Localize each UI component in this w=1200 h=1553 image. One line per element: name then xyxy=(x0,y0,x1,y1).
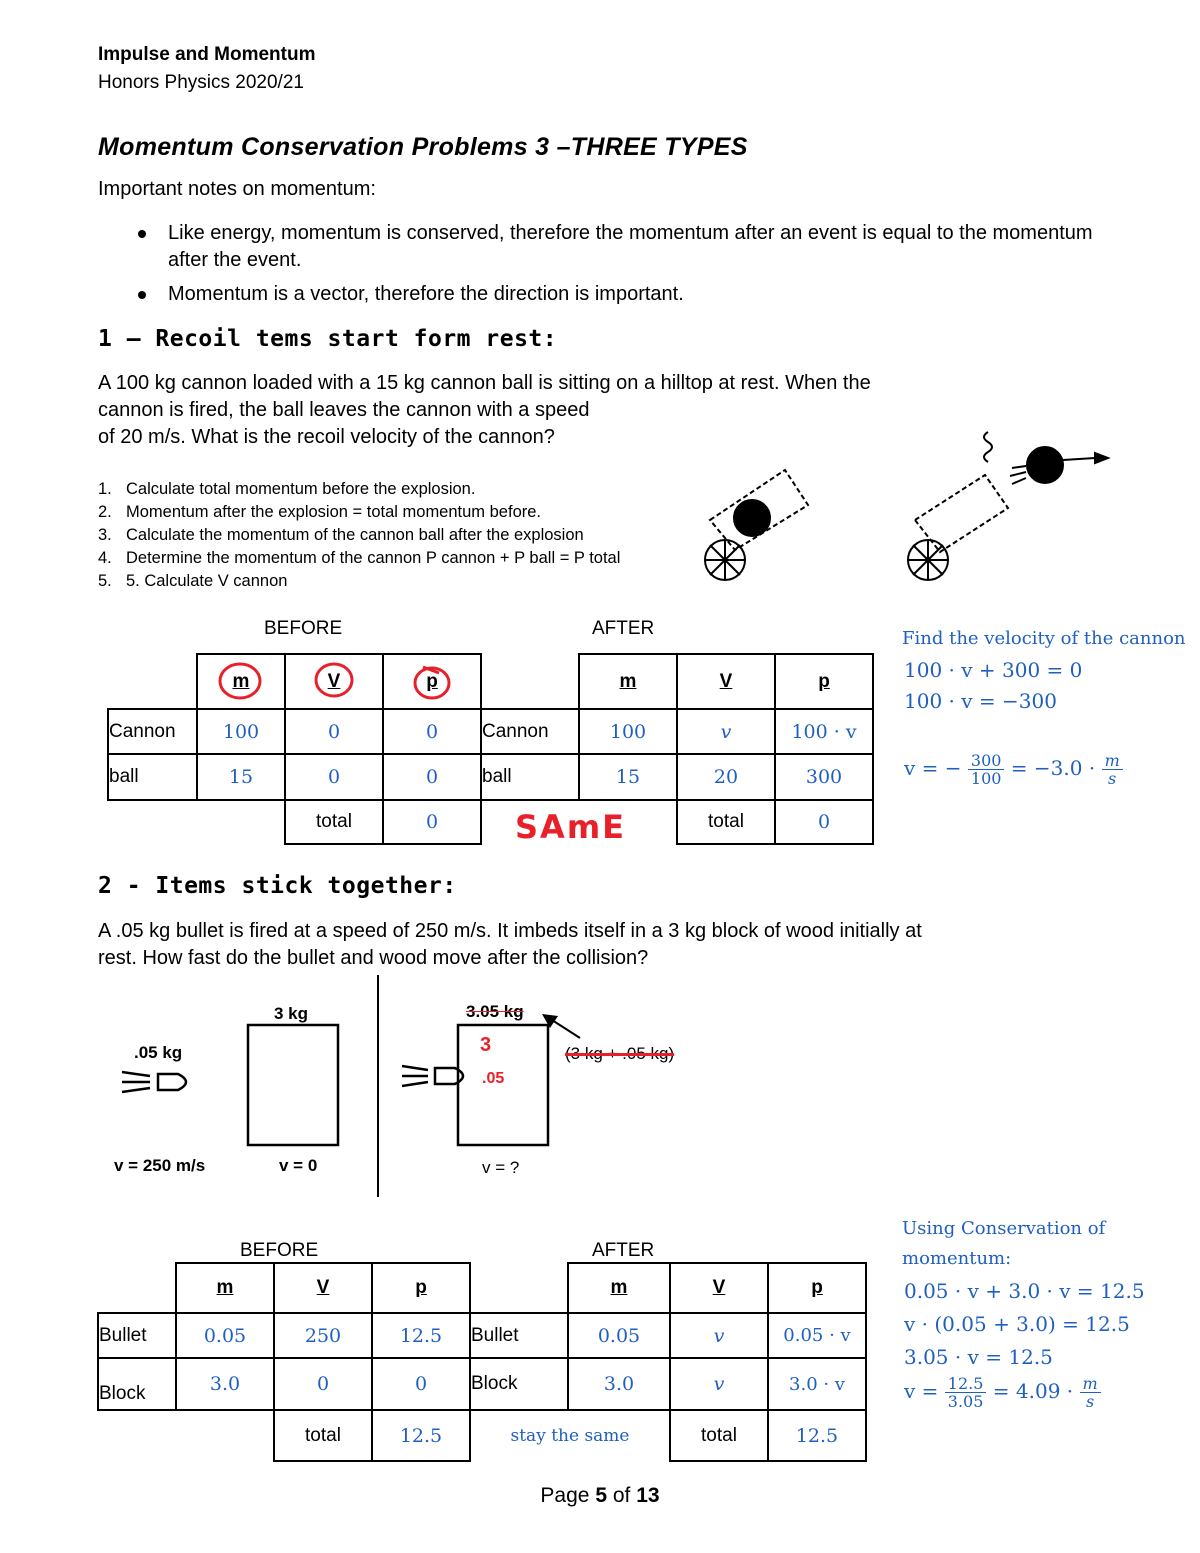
section1-problem: A 100 kg cannon loaded with a 15 kg cannon ball is sitting on a hilltop at rest. When the cannon is fired, the ball leaves the cannon with a speed of 20 m/s. What is the recoil velocity of the cannon? xyxy=(98,372,871,448)
cannon-before-icon xyxy=(705,470,808,580)
section2-table xyxy=(97,1262,867,1462)
header-subtitle: Honors Physics 2020/21 xyxy=(98,72,304,93)
header-m: m xyxy=(176,1263,274,1313)
table-row: Bullet 0.05 250 12.5 Bullet 0.05 v 0.05 · v xyxy=(98,1313,866,1358)
total-label: total xyxy=(274,1410,372,1461)
bullet-speed-label: v = 250 m/s xyxy=(114,1156,206,1175)
header-m: m xyxy=(579,654,677,709)
bullet-list xyxy=(130,220,1130,315)
header-p: p xyxy=(768,1263,866,1313)
solution2-title-2: momentum: xyxy=(902,1248,1012,1269)
after-label: AFTER xyxy=(592,1240,655,1261)
header-title: Impulse and Momentum xyxy=(98,44,316,65)
wood-block-icon xyxy=(248,1025,338,1145)
solution1-title: Find the velocity of the cannon xyxy=(902,628,1186,649)
handwritten-05: .05 xyxy=(482,1070,505,1087)
total-value: 12.5 xyxy=(768,1410,866,1461)
header-m: m xyxy=(568,1263,670,1313)
header-m: m xyxy=(197,654,285,709)
total-value: 12.5 xyxy=(372,1410,470,1461)
block-mass-label: 3 kg xyxy=(274,1004,309,1023)
table-row: Cannon 100 0 0 Cannon 100 v 100 · v xyxy=(108,709,873,754)
bullet-item: Momentum is a vector, therefore the direction is important. xyxy=(130,281,1130,308)
block-speed-label: v = 0 xyxy=(279,1156,318,1175)
step-item: 3. Calculate the momentum of the cannon ball after the explosion xyxy=(98,526,584,544)
after-mass-label: 3.05 kg xyxy=(466,1002,524,1021)
before-label: BEFORE xyxy=(264,618,343,639)
bullet-dot-icon xyxy=(138,230,146,238)
bullet-dot-icon xyxy=(138,291,146,299)
solution2-line1: 0.05 · v + 3.0 · v = 12.5 xyxy=(904,1279,1145,1303)
solution1-result: v = − $\frac{300}{100}$ = −3.0 · $\frac{m}{s}$ xyxy=(904,752,1123,787)
solution2-line3: 3.05 · v = 12.5 xyxy=(904,1345,1053,1369)
step-item: 4. Determine the momentum of the cannon P cannon + P ball = P total xyxy=(98,549,621,567)
section2-heading: 2 - Items stick together: xyxy=(98,873,457,899)
step-item: 1. Calculate total momentum before the explosion. xyxy=(98,480,476,498)
intro-text: Important notes on momentum: xyxy=(98,178,376,200)
handwritten-3: 3 xyxy=(480,1034,492,1056)
bullet-icon xyxy=(122,1072,186,1092)
page-title: Momentum Conservation Problems 3 –THREE TYPES xyxy=(98,133,748,161)
flying-ball-icon xyxy=(1027,447,1063,483)
solution2-title-1: Using Conservation of xyxy=(902,1218,1106,1239)
after-label: AFTER xyxy=(592,618,655,639)
section1-heading: 1 – Recoil tems start form rest: xyxy=(98,326,558,352)
cannon-illustration xyxy=(690,420,1160,590)
stay-same-note: stay the same xyxy=(510,1426,630,1446)
after-speed-label: v = ? xyxy=(482,1158,520,1177)
solution2-result: v = $\frac{12.5}{3.05}$ = 4.09 · $\frac{m}{s}$ xyxy=(904,1375,1101,1410)
section1-steps xyxy=(98,478,620,593)
table-row: Block 3.0 0 0 Block 3.0 v 3.0 · v xyxy=(98,1358,866,1410)
header-p: p xyxy=(372,1263,470,1313)
handwritten-same-note: SAmE xyxy=(515,808,627,846)
section2-problem: A .05 kg bullet is fired at a speed of 250 m/s. It imbeds itself in a 3 kg block of wood initially at rest. How fast do the bullet and wood move after the collision? xyxy=(98,920,922,969)
header-p: p xyxy=(775,654,873,709)
total-value: 0 xyxy=(383,800,481,844)
collision-illustration xyxy=(110,1010,590,1150)
table-row: ball 15 0 0 ball 15 20 300 xyxy=(108,754,873,800)
page-footer: Page 5 of 13 xyxy=(540,1484,660,1507)
step-item: 2. Momentum after the explosion = total momentum before. xyxy=(98,503,541,521)
after-sum-label: (3 kg + .05 kg) xyxy=(565,1044,675,1063)
header-v: V xyxy=(285,654,383,709)
bullet-embedded-icon xyxy=(402,1066,463,1086)
total-label: total xyxy=(670,1410,768,1461)
total-label: total xyxy=(285,800,383,844)
cannon-ball-icon xyxy=(734,500,770,536)
bullet-item: Like energy, momentum is conserved, therefore the momentum after an event is equal to the momentum after the event. xyxy=(130,220,1130,274)
header-v: V xyxy=(274,1263,372,1313)
header-p: p xyxy=(383,654,481,709)
header-v: V xyxy=(677,654,775,709)
before-label: BEFORE xyxy=(240,1240,319,1261)
circle-mark-icon xyxy=(220,664,260,698)
circle-mark-icon xyxy=(316,664,352,696)
solution1-line1: 100 · v + 300 = 0 xyxy=(904,658,1083,682)
total-label: total xyxy=(677,800,775,844)
cannon-after-icon xyxy=(908,432,1108,580)
header-v: V xyxy=(670,1263,768,1313)
red-circle-annotations xyxy=(195,655,455,705)
total-value: 0 xyxy=(775,800,873,844)
bullet-mass-label: .05 kg xyxy=(134,1043,183,1062)
step-item: 5. 5. Calculate V cannon xyxy=(98,572,288,590)
circle-mark-icon xyxy=(415,668,449,698)
solution2-line2: v · (0.05 + 3.0) = 12.5 xyxy=(904,1312,1130,1336)
solution1-line2: 100 · v = −300 xyxy=(904,689,1057,713)
wood-block-after-icon xyxy=(458,1025,548,1145)
